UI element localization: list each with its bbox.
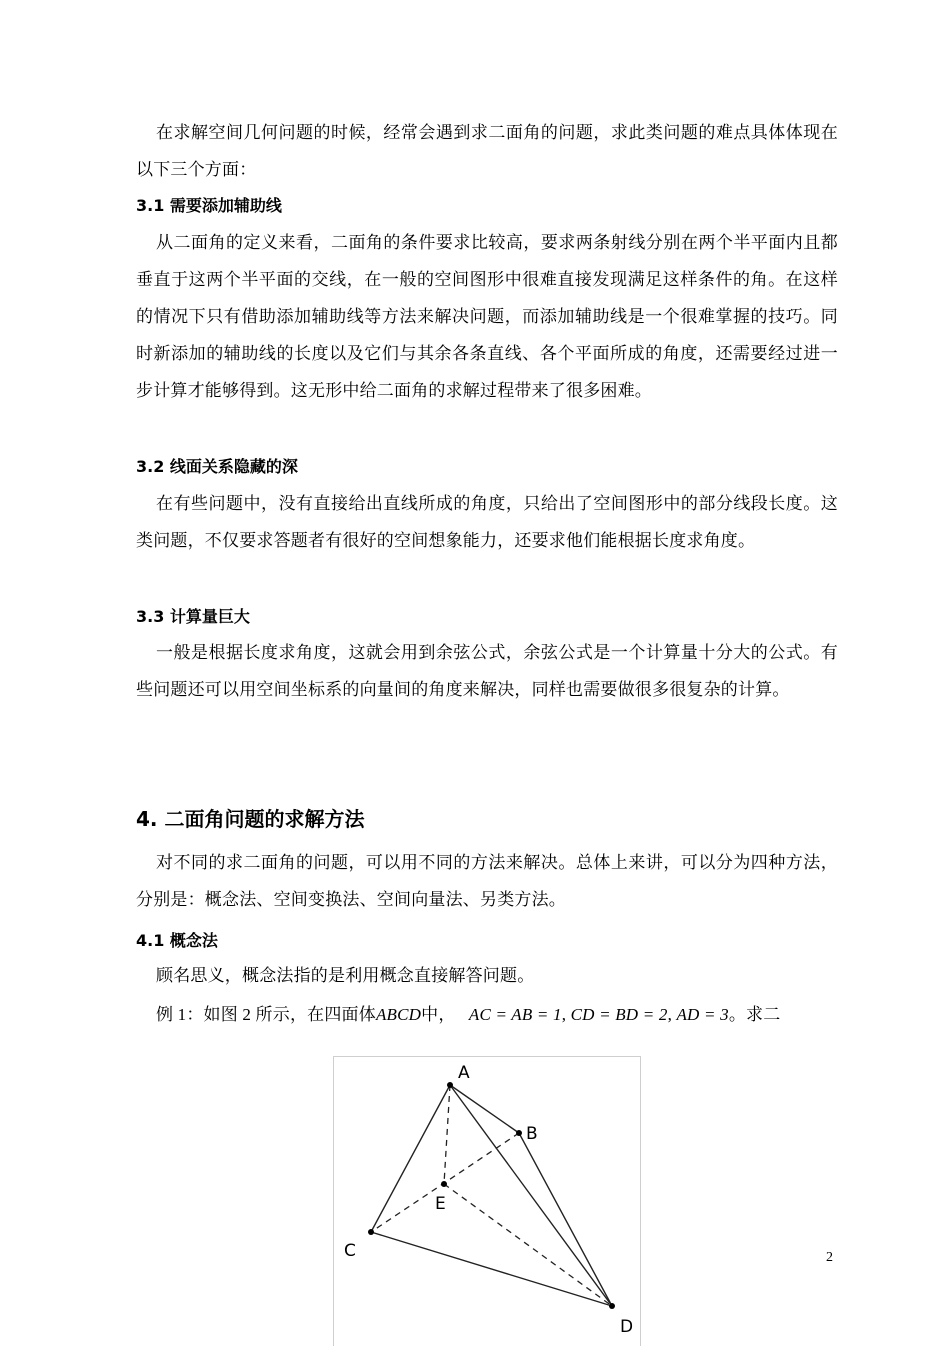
edge-ad: [450, 1085, 612, 1306]
label-e: E: [435, 1194, 446, 1214]
dashed-ed: [444, 1184, 612, 1306]
section-4-body: 对不同的求二面角的问题，可以用不同的方法来解决。总体上来讲，可以分为四种方法，分别是：概念法、空间变换法、空间向量法、另类方法。: [136, 853, 838, 910]
section-3-2-body: 在有些问题中，没有直接给出直线所成的角度，只给出了空间图形中的部分线段长度。这类问题，不仅要求答题者有很好的空间想象能力，还要求他们能根据长度求角度。: [136, 494, 838, 551]
equation-ad: AD = 3: [676, 1005, 729, 1024]
example-prefix: 例 1：如图 2 所示，在四面体: [156, 1005, 376, 1024]
equation-ac-ab: AC = AB = 1: [468, 1005, 562, 1024]
intro-paragraph: 在求解空间几何问题的时候，经常会遇到求二面角的问题，求此类问题的难点具体体现在以下三个方面：: [136, 123, 838, 180]
tetrahedron-name: ABCD: [375, 1005, 422, 1024]
example-tail: 。求二: [728, 1005, 781, 1024]
comma-1: ,: [561, 1005, 567, 1024]
section-4-heading: 4. 二面角问题的求解方法: [136, 807, 365, 831]
label-b: B: [526, 1124, 538, 1144]
section-4-1-heading: 4.1 概念法: [136, 931, 218, 950]
section-4-1-body: 顾名思义，概念法指的是利用概念直接解答问题。: [156, 966, 535, 986]
example-mid: 中，: [421, 1005, 456, 1024]
dashed-ae: [444, 1085, 450, 1184]
edge-bd: [519, 1133, 612, 1306]
comma-2: ,: [667, 1005, 673, 1024]
figure-2-tetrahedron: [333, 1056, 641, 1346]
label-d: D: [620, 1317, 634, 1337]
vertex-c: [368, 1229, 374, 1235]
section-3-2-heading: 3.2 线面关系隐藏的深: [136, 457, 298, 476]
label-a: A: [458, 1063, 470, 1083]
label-c: C: [344, 1241, 356, 1261]
vertex-d: [609, 1303, 615, 1309]
section-3-3-body: 一般是根据长度求角度，这就会用到余弦公式，余弦公式是一个计算量十分大的公式。有些问题还可以用空间坐标系的向量间的角度来解决，同样也需要做很多很复杂的计算。: [136, 643, 838, 700]
edge-ab: [450, 1085, 519, 1133]
section-3-1-body: 从二面角的定义来看，二面角的条件要求比较高，要求两条射线分别在两个半平面内且都垂直于这两个半平面的交线，在一般的空间图形中很难直接发现满足这样条件的角。在这样的情况下只有借助添加辅助线等方法来解决问题，而添加辅助线是一个很难掌握的技巧。同时新添加的辅助线的长度以及它们与其余各条直线、各个平面所成的角度，还需要经过进一步计算才能够得到。这无形中给二面角的求解过程带来了很多困难。: [136, 233, 838, 401]
vertex-b: [516, 1130, 522, 1136]
point-e: [441, 1181, 447, 1187]
section-3-1-heading: 3.1 需要添加辅助线: [136, 196, 282, 215]
section-3-3-heading: 3.3 计算量巨大: [136, 607, 250, 626]
edge-cd: [371, 1232, 612, 1306]
example-1-line: [136, 996, 838, 1033]
equation-cd-bd: CD = BD = 2: [570, 1005, 668, 1024]
page-number: 2: [826, 1250, 833, 1265]
vertex-a: [447, 1082, 453, 1088]
